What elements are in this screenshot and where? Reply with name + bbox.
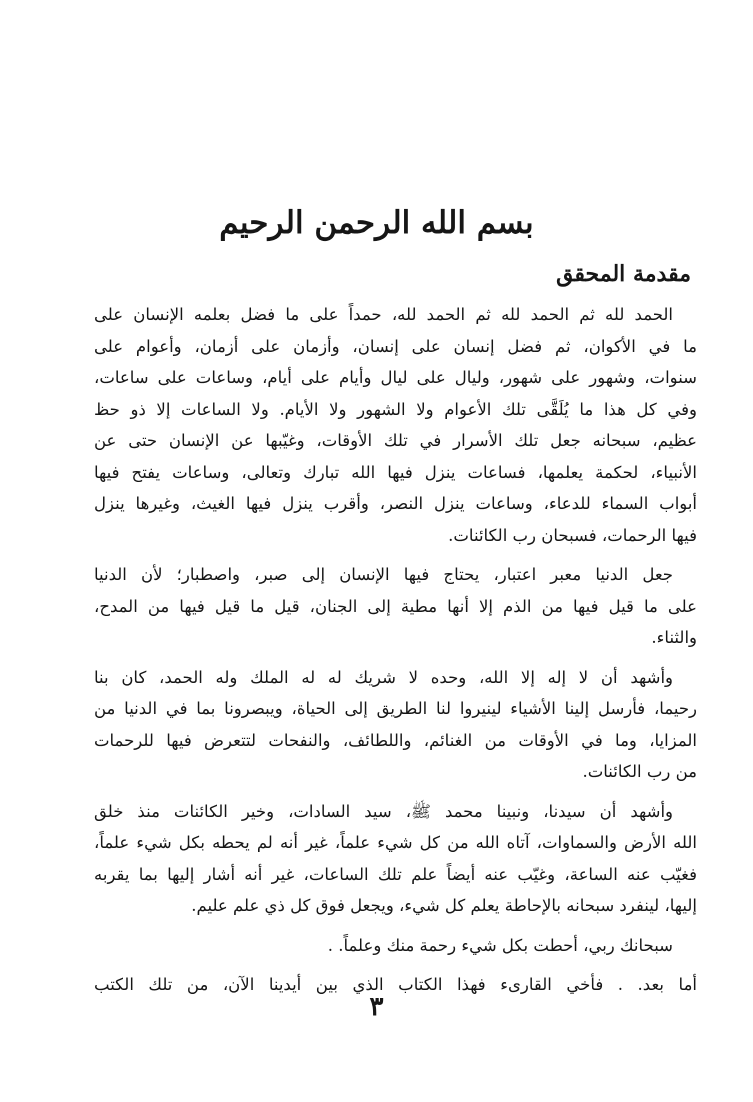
paragraph [94, 796, 697, 922]
text-line: وفي كل هذا ما يُلَقَّى تلك الأعوام ولا الشهور ولا الأيام. ولا الساعات إلا ذو حظ [94, 399, 697, 419]
basmala-title: بسم الله الرحمن الرحيم [219, 205, 534, 241]
paragraph [94, 559, 697, 654]
text-line: عظيم، سبحانه جعل تلك الأسرار في تلك الأوقات، وغيّبها عن الإنسان حتى عن [94, 431, 697, 450]
text-line: الله الأرض والسماوات، آتاه الله من كل شيء علماً، غير أنه لم يحطه بكل شيء علماً، [94, 833, 697, 852]
text-line: سنوات، وشهور على شهور، وليال على ليال وأيام على أيام، وساعات على ساعات، [94, 368, 697, 387]
text-line: المزايا، وما في الأوقات من الغنائم، واللطائف، والنفحات لتتعرض فيها للرحمات [94, 730, 697, 750]
text-line: رحيما، فأرسل إلينا الأشياء لينيروا لنا الطريق إلى الحياة، ويبصرونا بما في الدنيا من [94, 699, 697, 718]
text-line: جعل الدنيا معبر اعتبار، يحتاج فيها الإنسان إلى صبر، واصطبار؛ لأن الدنيا [94, 565, 673, 584]
text-line: سبحانك ربي، أحطت بكل شيء رحمة منك وعلماً. . [327, 935, 673, 955]
section-heading: مقدمة المحقق [556, 261, 691, 287]
text-line: فغيّب عنه الساعة، وغيّب عنه أيضاً علم تلك الساعات، غير أنه أشار إليها بما يقربه [94, 864, 697, 884]
text-line: فيها الرحمات، فسبحان رب الكائنات. [448, 525, 697, 545]
text-line: أما بعد. . فأخي القارىء فهذا الكتاب الذي بين أيدينا الآن، من تلك الكتب [94, 975, 697, 994]
paragraph [94, 930, 697, 962]
text-line: ما في الأكوان، ثم فضل إنسان على إنسان، وأزمان على أزمان، وأعوام على [94, 336, 697, 356]
text-line: إليها، لينفرد سبحانه بالإحاطة يعلم كل شيء، ويجعل فوق كل ذي علم عليم. [191, 896, 697, 915]
text-line: الأنبياء، لحكمة يعلمها، فساعات ينزل فيها الله تبارك وتعالى، وساعات يفتح فيها [94, 462, 697, 482]
text-line: وأشهد أن لا إله إلا الله، وحده لا شريك له له الملك وله الحمد، كان بنا [94, 667, 673, 687]
body-text [94, 299, 697, 1001]
text-line: الحمد لله ثم الحمد لله ثم الحمد لله، حمداً على ما فضل بعلمه الإنسان على [94, 305, 673, 324]
text-line: من رب الكائنات. [582, 762, 697, 781]
paragraph [94, 662, 697, 788]
text-line: والثناء. [651, 628, 697, 647]
text-line: أبواب السماء للدعاء، وساعات ينزل النصر، وأقرب ينزل فيها الغيث، وغيرها ينزل [94, 494, 697, 513]
page-number: ٣ [369, 992, 384, 1022]
text-line: على ما قيل فيها من الذم إلا أنها مطية إلى الجنان، قيل ما قيل فيها من المدح، [94, 596, 697, 616]
text-line: وأشهد أن سيدنا، ونبينا محمد ﷺ، سيد السادات، وخير الكائنات منذ خلق [94, 801, 673, 821]
paragraph [94, 299, 697, 551]
